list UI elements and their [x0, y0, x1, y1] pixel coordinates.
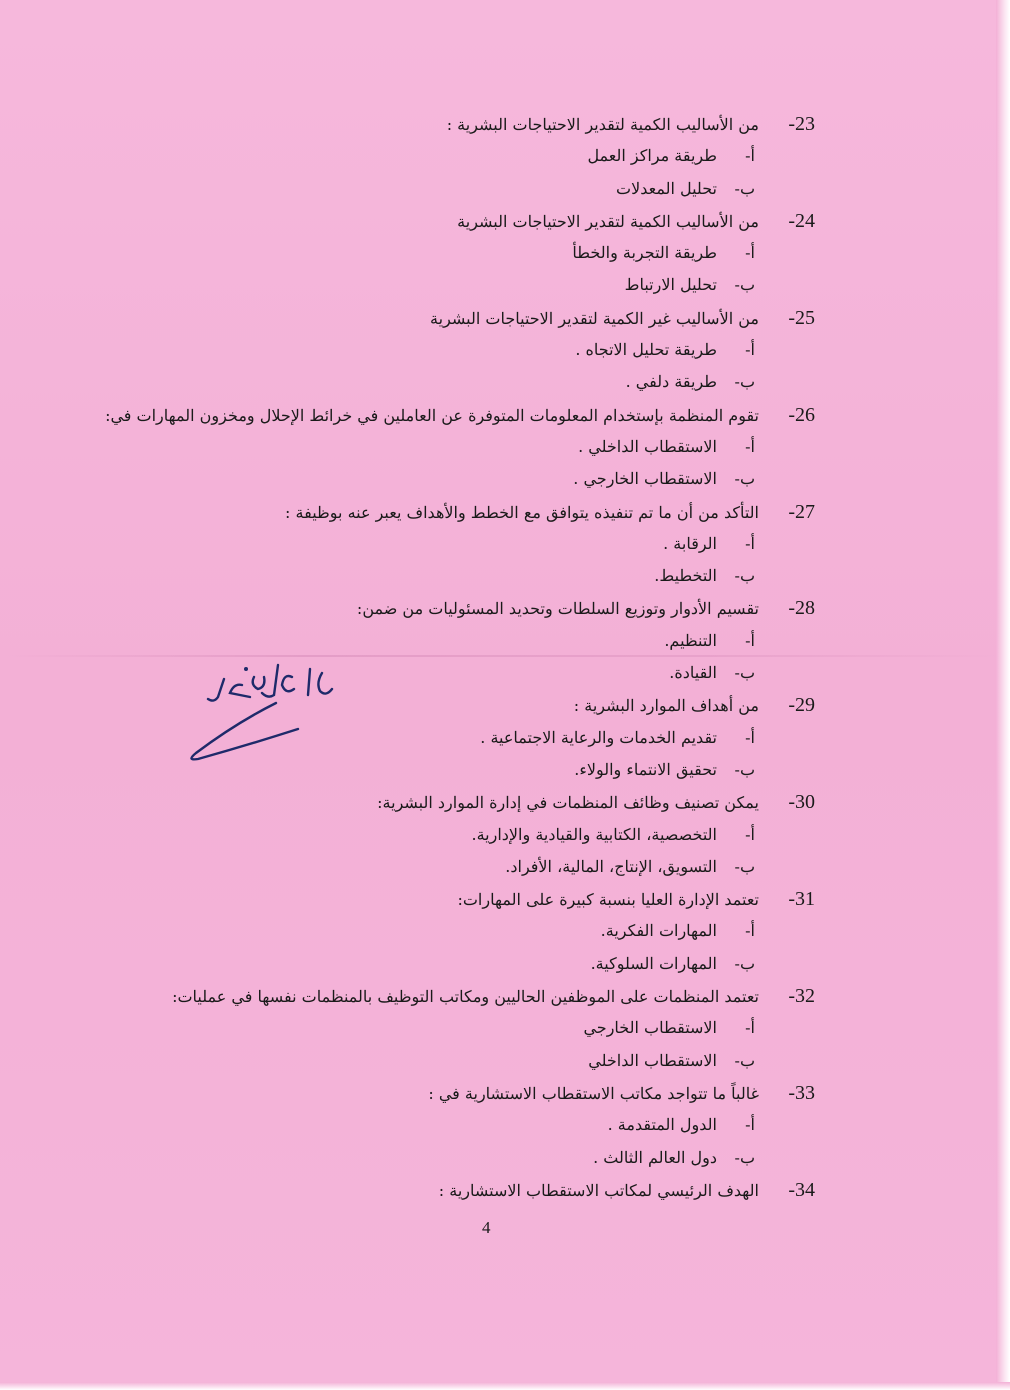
- option-letter: أ-: [745, 436, 755, 456]
- option-text: التسويق، الإنتاج، المالية، الأفراد.: [505, 856, 717, 876]
- question-line: [175, 302, 815, 334]
- question-text: غالباً ما تتواجد مكاتب الاستقطاب الاستشارية في :: [428, 1083, 759, 1103]
- question-line: [175, 786, 815, 818]
- page-edge-bottom: [0, 1382, 1010, 1390]
- option-text: طريقة دلفي .: [625, 372, 717, 392]
- answer-option: [175, 366, 815, 398]
- option-text: طريقة التجربة والخطأ: [572, 243, 717, 263]
- answer-option: [175, 173, 815, 205]
- answer-option: [175, 334, 815, 366]
- option-letter: ب-: [734, 856, 755, 876]
- question-number: 28-: [788, 597, 815, 620]
- option-letter: أ-: [745, 1115, 755, 1135]
- option-text: التخطيط.: [654, 566, 717, 586]
- option-letter: ب-: [734, 372, 755, 392]
- answer-option: [175, 1142, 815, 1174]
- question-number: 32-: [788, 985, 815, 1008]
- option-letter: أ-: [745, 630, 755, 650]
- question-text: تقسيم الأدوار وتوزيع السلطات وتحديد المسئوليات من ضمن:: [356, 599, 759, 619]
- option-text: تحليل المعدلات: [616, 178, 717, 198]
- question-line: [175, 108, 815, 140]
- option-letter: أ-: [745, 146, 755, 166]
- question-number: 33-: [788, 1081, 815, 1104]
- option-text: التنظيم.: [664, 630, 717, 650]
- answer-option: [175, 851, 815, 883]
- answer-option: [175, 948, 815, 980]
- option-text: القيادة.: [669, 663, 717, 683]
- option-letter: ب-: [734, 663, 755, 683]
- option-letter: ب-: [734, 1147, 755, 1167]
- option-text: الاستقطاب الخارجي: [583, 1018, 717, 1038]
- answer-option: [175, 1109, 815, 1141]
- question-text: التأكد من أن ما تم تنفيذه يتوافق مع الخطط والأهداف يعبر عنه بوظيفة :: [285, 502, 759, 522]
- question-line: [175, 592, 815, 624]
- question-line: [175, 883, 815, 915]
- question-line: [175, 496, 815, 528]
- option-letter: ب-: [734, 469, 755, 489]
- question-text: الهدف الرئيسي لمكاتب الاستقطاب الاستشارية :: [438, 1180, 759, 1200]
- option-letter: ب-: [734, 178, 755, 198]
- question-number: 30-: [788, 791, 815, 814]
- option-letter: أ-: [745, 727, 755, 747]
- question-number: 25-: [788, 306, 815, 329]
- option-text: التخصصية، الكتابية والقيادية والإدارية.: [471, 824, 717, 844]
- option-letter: أ-: [745, 824, 755, 844]
- option-text: الرقابة .: [663, 533, 717, 553]
- option-letter: ب-: [734, 759, 755, 779]
- page-number: 4: [482, 1218, 491, 1237]
- answer-option: [175, 915, 815, 947]
- option-text: الدول المتقدمة .: [607, 1115, 717, 1135]
- question-number: 34-: [788, 1178, 815, 1201]
- answer-option: [175, 819, 815, 851]
- question-text: من الأساليب الكمية لتقدير الاحتياجات البشرية: [457, 211, 759, 231]
- answer-option: [175, 1045, 815, 1077]
- answer-option: [175, 463, 815, 495]
- answer-option: [175, 1012, 815, 1044]
- question-line: [175, 1174, 815, 1206]
- answer-option: [175, 431, 815, 463]
- question-text: تقوم المنظمة بإستخدام المعلومات المتوفرة عن العاملين في خرائط الإحلال ومخزون المهارات في:: [105, 405, 759, 425]
- option-letter: ب-: [734, 1050, 755, 1070]
- option-letter: ب-: [734, 275, 755, 295]
- question-line: [175, 205, 815, 237]
- answer-option: [175, 560, 815, 592]
- answer-option: [175, 528, 815, 560]
- question-number: 26-: [788, 403, 815, 426]
- option-text: دول العالم الثالث .: [593, 1147, 717, 1167]
- answer-option: [175, 269, 815, 301]
- answer-option: [175, 625, 815, 657]
- option-text: المهارات السلوكية.: [590, 953, 717, 973]
- question-text: من الأساليب غير الكمية لتقدير الاحتياجات البشرية: [430, 308, 759, 328]
- answer-option: [175, 140, 815, 172]
- option-letter: أ-: [745, 243, 755, 263]
- option-text: تقديم الخدمات والرعاية الاجتماعية .: [480, 727, 717, 747]
- option-letter: ب-: [734, 566, 755, 586]
- option-letter: ب-: [734, 953, 755, 973]
- question-number: 24-: [788, 209, 815, 232]
- question-number: 29-: [788, 694, 815, 717]
- question-text: تعتمد المنظمات على الموظفين الحاليين ومكاتب التوظيف بالمنظمات نفسها في عمليات:: [172, 987, 759, 1007]
- question-text: يمكن تصنيف وظائف المنظمات في إدارة الموارد البشرية:: [377, 793, 759, 813]
- option-text: طريقة مراكز العمل: [587, 146, 717, 166]
- question-line: [175, 1077, 815, 1109]
- question-text: من أهداف الموارد البشرية :: [573, 696, 759, 716]
- option-text: تحليل الارتباط: [624, 275, 717, 295]
- option-text: طريقة تحليل الاتجاه .: [575, 340, 717, 360]
- option-text: الاستقطاب الداخلي: [588, 1050, 717, 1070]
- question-number: 27-: [788, 500, 815, 523]
- option-text: المهارات الفكرية.: [600, 921, 717, 941]
- page-edge: [996, 0, 1010, 1390]
- option-letter: أ-: [745, 1018, 755, 1038]
- question-text: من الأساليب الكمية لتقدير الاحتياجات البشرية :: [446, 115, 759, 134]
- question-number: 23-: [788, 113, 815, 135]
- option-text: الاستقطاب الداخلي .: [578, 436, 717, 456]
- option-letter: أ-: [745, 340, 755, 360]
- option-letter: أ-: [745, 921, 755, 941]
- question-number: 31-: [788, 888, 815, 911]
- question-line: [105, 399, 815, 431]
- option-text: الاستقطاب الخارجي .: [573, 469, 717, 489]
- handwritten-signature: [172, 655, 352, 765]
- question-line: [172, 980, 815, 1012]
- option-letter: أ-: [745, 533, 755, 553]
- question-text: تعتمد الإدارة العليا بنسبة كبيرة على المهارات:: [457, 890, 759, 910]
- answer-option: [175, 237, 815, 269]
- option-text: تحقيق الانتماء والولاء.: [574, 759, 717, 779]
